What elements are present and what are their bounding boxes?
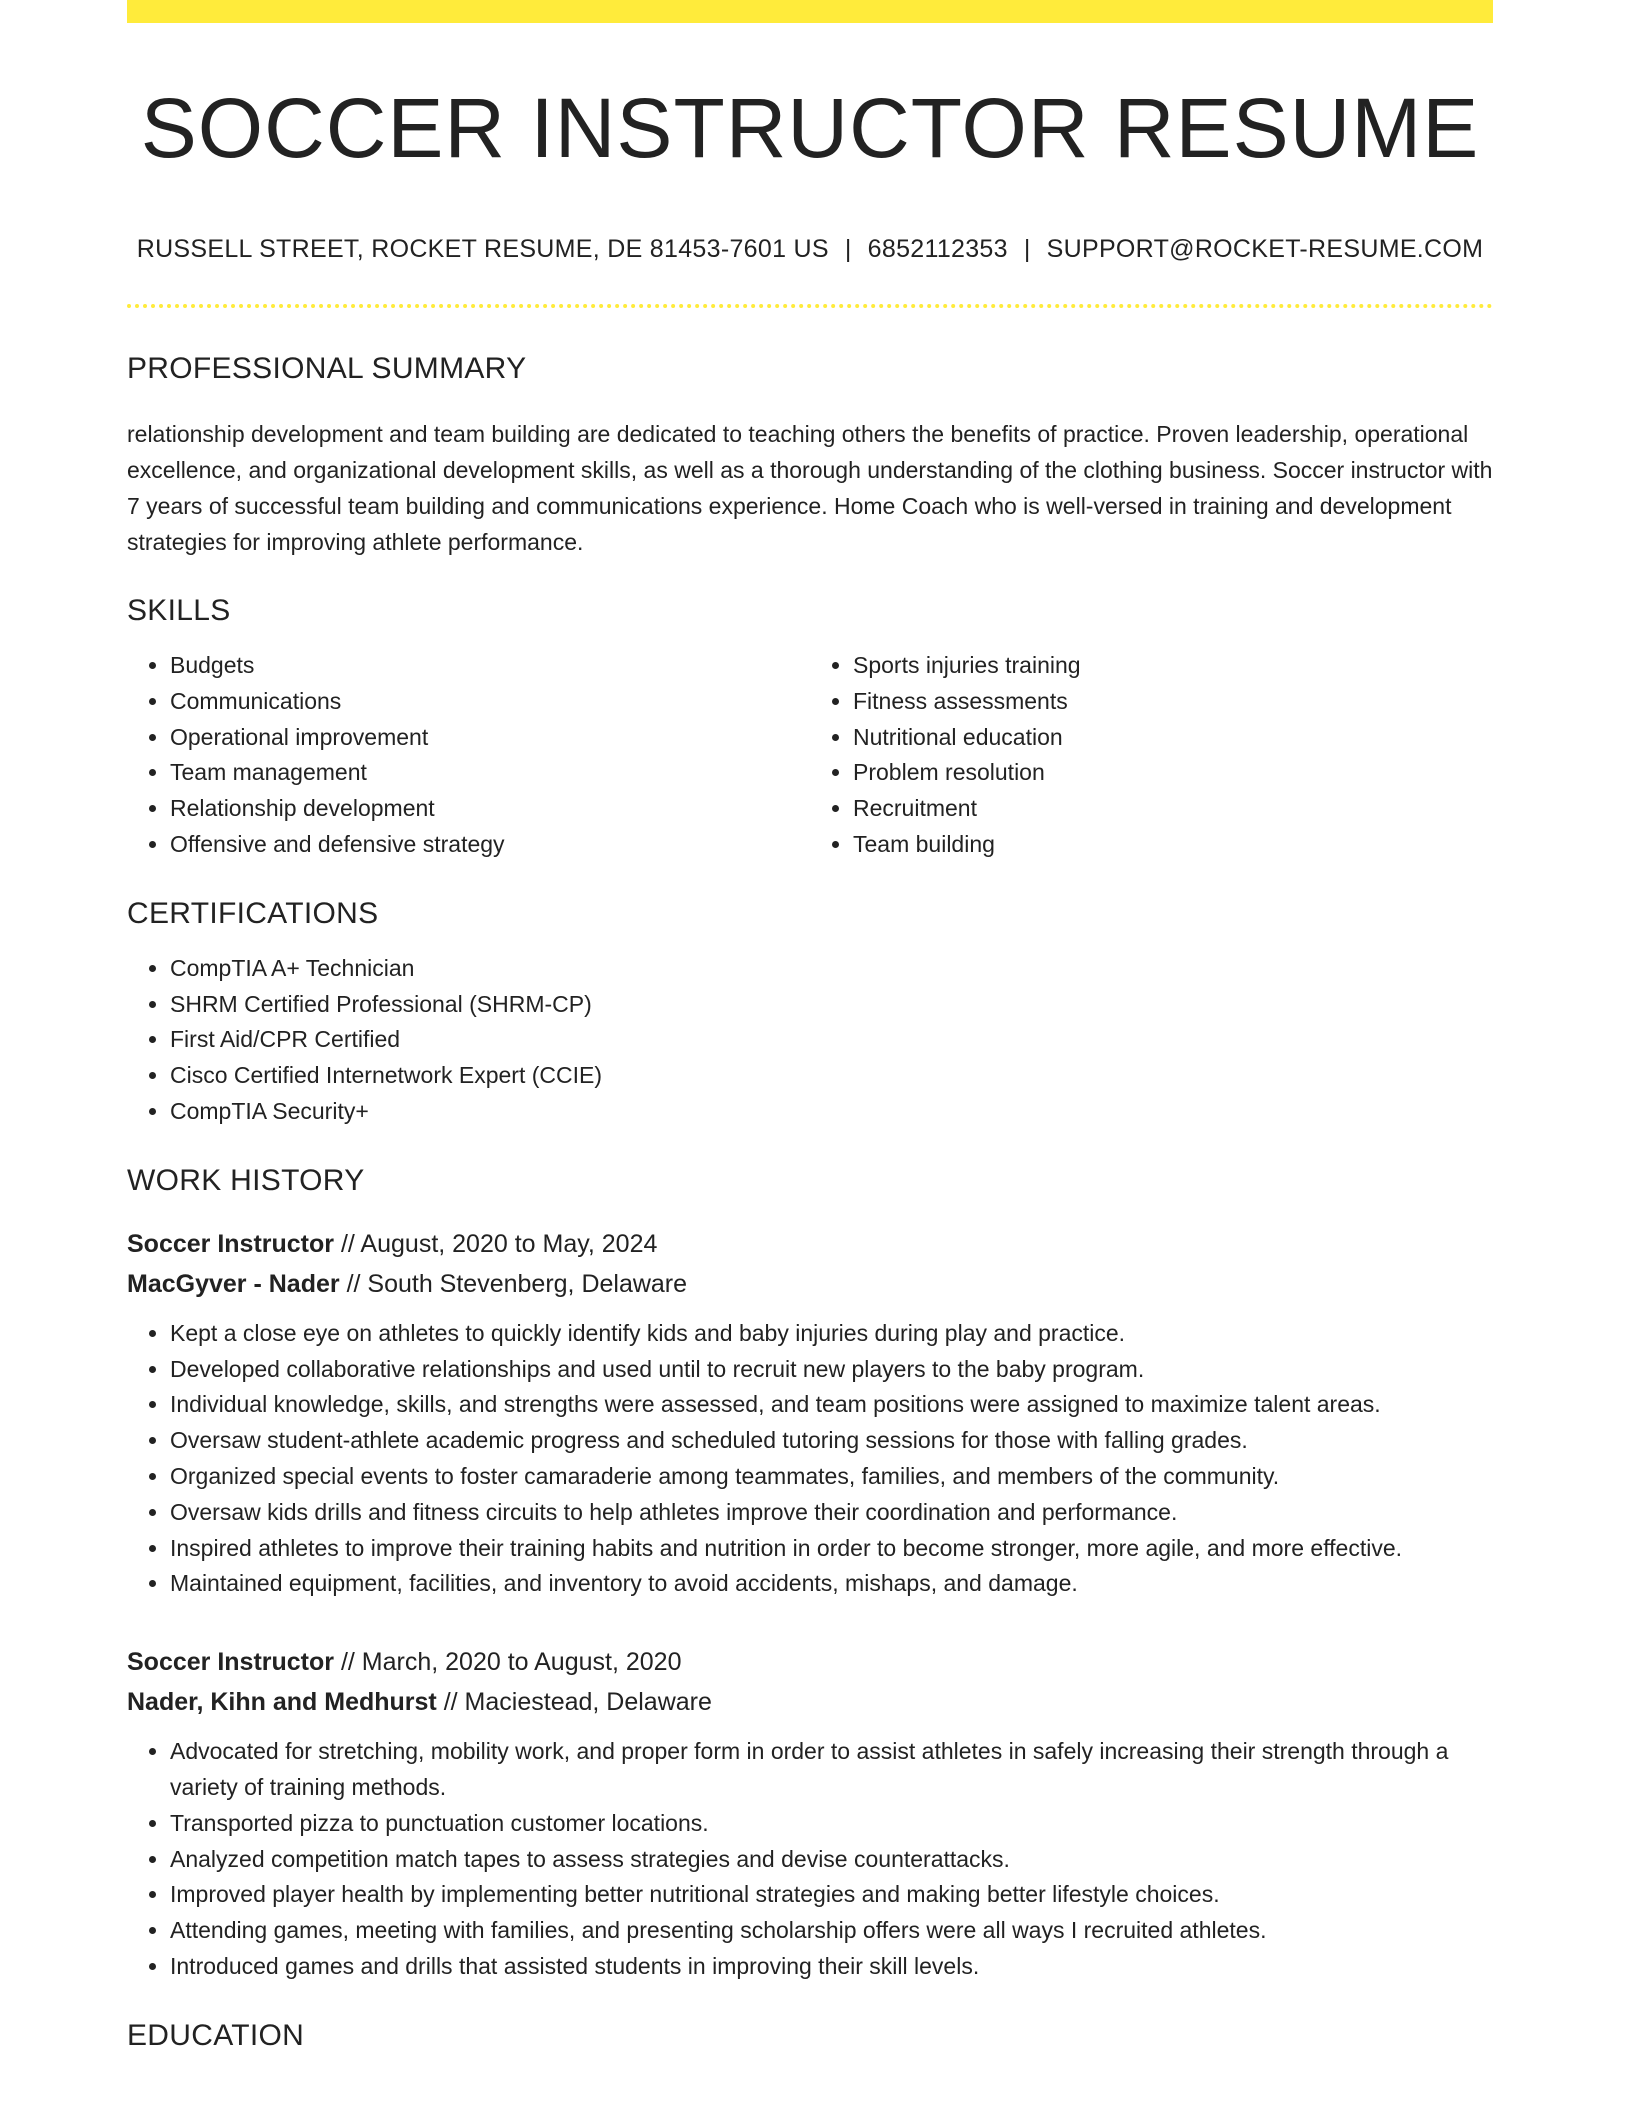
job-bullets (127, 1734, 1493, 1985)
job-title: Soccer Instructor (127, 1648, 335, 1677)
skill-item: • Operational improvement (170, 720, 810, 756)
work-history-section (127, 1164, 1493, 1985)
job-bullet: • Maintained equipment, facilities, and inventory to avoid accidents, mishaps, and damage. (170, 1566, 1493, 1602)
work-history-heading: WORK HISTORY (127, 1163, 365, 1197)
job-bullet: • Transported pizza to punctuation customer locations. (170, 1806, 1493, 1842)
skill-item: • Offensive and defensive strategy (170, 827, 810, 863)
skill-item: • Communications (170, 684, 810, 720)
job-bullet: • Advocated for stretching, mobility work, and proper form in order to assist athletes in safely increasing their strength through a variety of training methods. (170, 1734, 1493, 1806)
job-bullet: • Kept a close eye on athletes to quickly identify kids and baby injuries during play and practice. (170, 1316, 1493, 1352)
skills-heading: SKILLS (127, 594, 231, 627)
certification-item: • CompTIA A+ Technician (170, 951, 1493, 987)
skill-item: • Budgets (170, 648, 810, 684)
job-bullet: • Developed collaborative relationships and used until to recruit new players to the baby program. (170, 1352, 1493, 1388)
skill-item: • Relationship development (170, 791, 810, 827)
contact-separator: | (844, 235, 852, 263)
job-bullet: • Improved player health by implementing better nutritional strategies and making better lifestyle choices. (170, 1877, 1493, 1913)
summary-section (127, 352, 1493, 560)
job-location: // Maciestead, Delaware (443, 1688, 712, 1717)
job-bullet: • Oversaw kids drills and fitness circuits to help athletes improve their coordination and performance. (170, 1495, 1493, 1531)
skills-list-right (810, 648, 1493, 863)
job-company-line (127, 1264, 1493, 1304)
job-location: // South Stevenberg, Delaware (346, 1269, 688, 1298)
certification-item: • CompTIA Security+ (170, 1094, 1493, 1130)
page-title: SOCCER INSTRUCTOR RESUME (140, 81, 1480, 175)
job-entry (127, 1642, 1493, 1985)
summary-text: relationship development and team building are dedicated to teaching others the benefits of practice. Proven leadership, operational excellence, and organizational development skills, as well as a thorough understanding of the clothing business. Soccer instructor with 7 years of successful team building and communications experience. Home Coach who is well-versed in training and development strategies for improving athlete performance. (127, 421, 1493, 555)
job-dates: // March, 2020 to August, 2020 (340, 1648, 682, 1677)
contact-address: RUSSELL STREET, ROCKET RESUME, DE 81453-7601 US (136, 235, 829, 263)
job-bullets (127, 1316, 1493, 1602)
contact-phone: 6852112353 (867, 235, 1008, 263)
dotted-divider (127, 304, 1493, 308)
job-bullet: • Oversaw student-athlete academic progress and scheduled tutoring sessions for those with falling grades. (170, 1423, 1493, 1459)
education-section (127, 2019, 1493, 2053)
accent-bar (127, 0, 1493, 23)
skill-item: • Problem resolution (853, 755, 1493, 791)
skills-list-left (127, 648, 810, 863)
skill-item: • Sports injuries training (853, 648, 1493, 684)
resume-page (127, 0, 1493, 2053)
skills-columns (127, 648, 1493, 863)
summary-heading: PROFESSIONAL SUMMARY (127, 352, 527, 385)
job-title: Soccer Instructor (127, 1229, 335, 1258)
job-dates: // August, 2020 to May, 2024 (340, 1229, 658, 1258)
education-heading: EDUCATION (127, 2018, 305, 2052)
job-bullet: • Attending games, meeting with families, and presenting scholarship offers were all ways I recruited athletes. (170, 1913, 1493, 1949)
certification-item: • First Aid/CPR Certified (170, 1022, 1493, 1058)
skill-item: • Team management (170, 755, 810, 791)
job-bullet: • Organized special events to foster camaraderie among teammates, families, and members of the community. (170, 1459, 1493, 1495)
job-bullet: • Introduced games and drills that assisted students in improving their skill levels. (170, 1949, 1493, 1985)
certification-item: • SHRM Certified Professional (SHRM-CP) (170, 987, 1493, 1023)
contact-line (127, 235, 1493, 264)
contact-email: SUPPORT@ROCKET-RESUME.COM (1046, 235, 1484, 263)
skill-item: • Fitness assessments (853, 684, 1493, 720)
skill-item: • Recruitment (853, 791, 1493, 827)
certifications-section (127, 897, 1493, 1130)
certification-item: • Cisco Certified Internetwork Expert (CCIE) (170, 1058, 1493, 1094)
job-company: MacGyver - Nader (127, 1269, 340, 1298)
job-title-line (127, 1224, 1493, 1264)
certifications-list (127, 951, 1493, 1130)
job-bullet: • Analyzed competition match tapes to assess strategies and devise counterattacks. (170, 1842, 1493, 1878)
job-bullet: • Inspired athletes to improve their training habits and nutrition in order to become stronger, more agile, and more effective. (170, 1531, 1493, 1567)
skill-item: • Nutritional education (853, 720, 1493, 756)
job-bullet: • Individual knowledge, skills, and strengths were assessed, and team positions were assigned to maximize talent areas. (170, 1387, 1493, 1423)
certifications-heading: CERTIFICATIONS (127, 896, 379, 930)
job-company: Nader, Kihn and Medhurst (127, 1688, 437, 1717)
contact-separator: | (1023, 235, 1031, 263)
skill-item: • Team building (853, 827, 1493, 863)
skills-section (127, 594, 1493, 863)
job-title-line (127, 1642, 1493, 1682)
job-company-line (127, 1682, 1493, 1722)
job-entry (127, 1224, 1493, 1602)
